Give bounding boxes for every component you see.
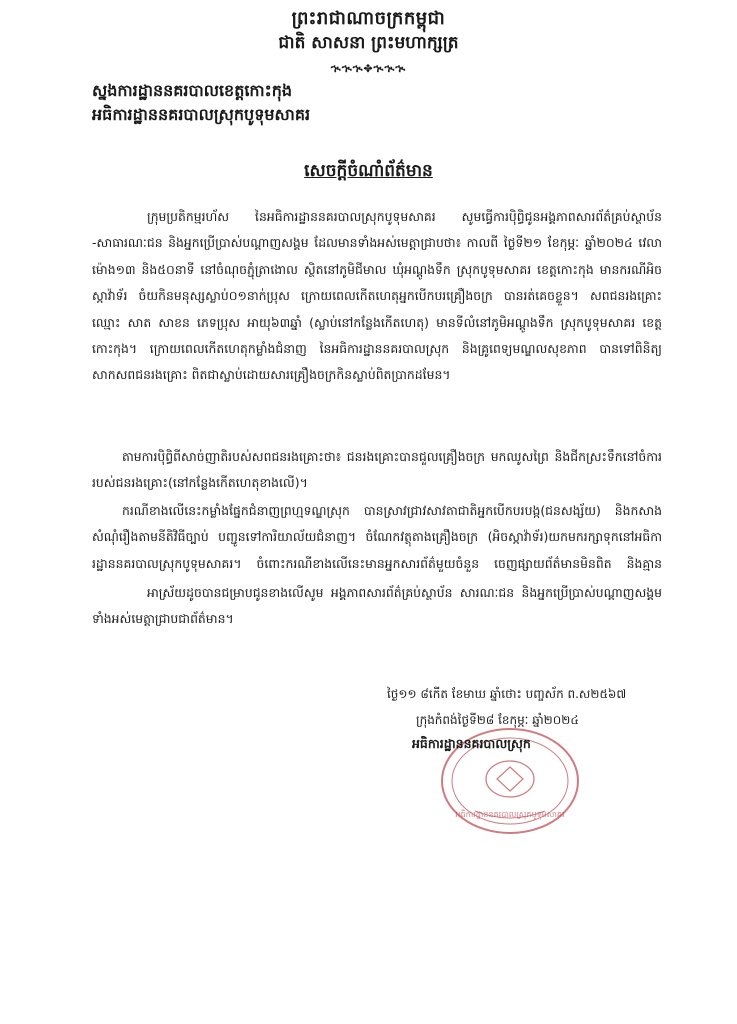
body-paragraph-3: ករណីខាងលើនេះកម្លាំងផ្នែកជំនាញព្រហ្មទណ្ឌស្រុក បានស្រាវជ្រាវសាវតាជាតិអ្នកបើកបរបង្ក(ជនសង្ស័យ) និងកសាងសំណុំរឿងតាមនីតិវិធីច្បាប់ បញ្ជូនទៅការិយាល័យជំនាញ។ ចំណែកវត្ថុតាងគ្រឿងចក្រ (អិចស្កាវ៉ាទ័រ)យកមករក្សាទុកនៅអធិការដ្ឋាននគរបាលស្រុកបូទុមសាគរ។ ចំពោះករណីខាងលើនេះមានអ្នកសារព័ត៌មួយចំនួន ចេញផ្សាយព័ត៌មានមិនពិត និងគ្មាន: [92, 503, 662, 571]
ornament-divider: ኊኊኊ✥ኊኊኊ: [330, 62, 407, 75]
body-paragraph-1: ក្រុមប្រតិកម្មរហ័ស នៃអធិការដ្ឋាននគរបាលស្រុកបូទុមសាគរ សូមធ្វើការប៉ិព្ធិជូនអង្គភាពសារព័ត៌គ្រប់ស្ថាប័ន -សាធារណៈជន និងអ្នកប្រើប្រាស់បណ្តាញសង្គម ដែលមានទាំងអស់មេត្តាជ្រាបថា៖ កាលពី ថ្ងៃទី២១ ខែកុម្ភៈ ឆ្នាំ២០២៤ វេលាម៉ោង១៣ និង៥០នាទី នៅចំណុចភ្ជុំត្រាងោល ស្ថិតនៅភូមិជីមាល ឃុំអណ្តូងទឹក ស្រុកបូទុមសាគរ ខេត្តកោះកុង មានករណីអិចស្កាវ៉ាទ័រ ចំយកិនមនុស្សស្លាប់០១នាក់ប្រុស ក្រោយពេលកើតហេតុអ្នកបើកបរគ្រឿងចក្រ បានរត់គេចខ្លួន។ សពជនរងគ្រោះ ឈ្មោះ សាត សាខន ភេទប្រុស អាយុ៦៣ឆ្នាំ (ស្លាប់នៅកន្លែងកើតហេតុ) មានទីលំនៅភូមិអណ្តូងទឹក ស្រុកបូទុមសាគរ ខេត្តកោះកុង។ ក្រោយពេលកើតហេតុកម្លាំងជំនាញ នៃអធិការដ្ឋាននគរបាលស្រុក និងគ្រូពេទ្យមណ្ឌលសុខភាព បានទៅពិនិត្យសាកសពជនរងគ្រោះ ពិតជាស្លាប់ដោយសារគ្រឿងចក្រកិនស្លាប់ពិតប្រាកដមែន។: [92, 209, 662, 383]
seal-lettering: អធិការដ្ឋាននគរបាលស្រុកបូទុមសាគរ: [455, 810, 565, 819]
signer-title: អធិការដ្ឋាននគរបាលស្រុក: [412, 736, 531, 751]
issuer-line-2: អធិការដ្ឋាននគរបាលស្រុកបូទុមសាគរ: [92, 105, 311, 124]
solar-date: ក្រុងកំពង់ថ្ងៃទី២៨ ខែកុម្ភៈ ឆ្នាំ២០២៤: [416, 713, 579, 727]
body-paragraph-4: អាស្រ័យដូចបានជម្រាបជូនខាងលើសូម អង្គភាពសារព័ត៌គ្រប់ស្ថាប័ន សារណៈជន និងអ្នកប្រើប្រាស់បណ្តាញសង្គម ទាំងអស់មេត្តាជ្រាបជាព័ត៌មាន។: [92, 585, 662, 627]
document-title: សេចក្តីចំណាំព័ត៌មាន: [304, 161, 433, 181]
lunar-date: ថ្ងៃ១១ ៨កើត ខែមាឃ ឆ្នាំថោះ បញ្ចស័ក ព.ស២៥៦៧: [387, 687, 627, 701]
issuer-line-1: ស្នងការដ្ឋាននគរបាលខេត្តកោះកុង: [92, 81, 292, 100]
kingdom-heading: ព្រះរាជាណាចក្រកម្ពុជា: [291, 8, 446, 29]
body-paragraph-2: តាមការប៉ិព្ធិពីសាច់ញាតិរបស់សពជនរងគ្រោះថា៖ ជនរងគ្រោះបានជួលគ្រឿងចក្រ មកឈូសព្រៃ និងជីកស្រះទឹកនៅចំការរបស់ជនរងគ្រោះ(នៅកន្លែងកើតហេតុខាងលើ)។: [92, 449, 662, 491]
national-motto: ជាតិ សាសនា ព្រះមហាក្សត្រ: [278, 33, 459, 53]
